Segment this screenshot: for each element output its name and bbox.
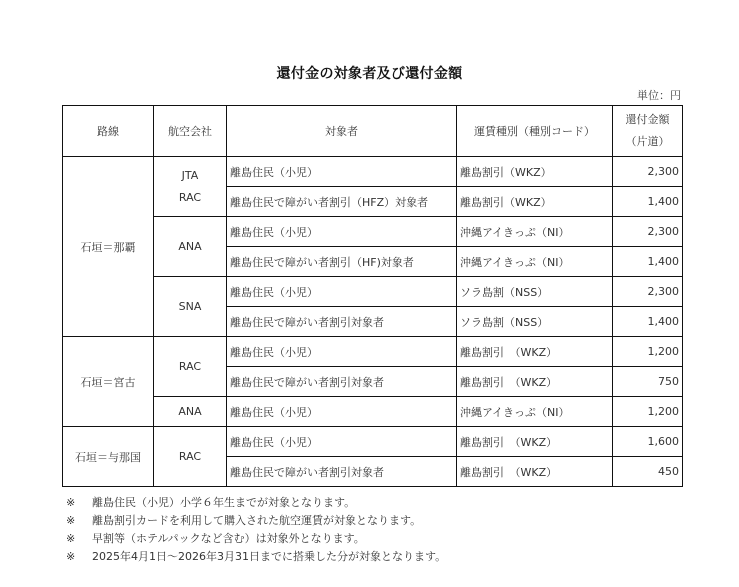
note-item xyxy=(66,512,446,530)
fare-cell: 離島割引 （WKZ） xyxy=(457,337,613,367)
fare-cell: ソラ島割（NSS） xyxy=(457,307,613,337)
route-cell: 石垣＝与那国 xyxy=(63,427,154,487)
target-cell: 離島住民で障がい者割引対象者 xyxy=(227,457,457,487)
target-cell: 離島住民（小児） xyxy=(227,157,457,187)
amount-cell: 1,200 xyxy=(613,397,683,427)
header-route: 路線 xyxy=(63,106,154,157)
note-text: 離島割引カードを利用して購入された航空運賃が対象となります。 xyxy=(92,514,422,527)
airline-name: RAC xyxy=(178,190,202,204)
fare-cell: 離島割引 （WKZ） xyxy=(457,427,613,457)
fare-cell: 離島割引（WKZ） xyxy=(457,157,613,187)
header-refund-amount xyxy=(613,106,683,157)
reference-mark: ※ xyxy=(66,532,76,545)
route-cell: 石垣＝宮古 xyxy=(63,337,154,427)
fare-cell: 離島割引 （WKZ） xyxy=(457,367,613,397)
table-row xyxy=(63,277,683,307)
fare-cell: 離島割引（WKZ） xyxy=(457,187,613,217)
header-airline: 航空会社 xyxy=(154,106,227,157)
table-row xyxy=(63,217,683,247)
amount-cell: 1,400 xyxy=(613,247,683,277)
airline-cell: RAC xyxy=(154,427,227,487)
refund-table xyxy=(62,105,683,487)
table-row xyxy=(63,427,683,457)
amount-cell: 2,300 xyxy=(613,157,683,187)
reference-mark: ※ xyxy=(66,496,76,509)
amount-cell: 1,600 xyxy=(613,427,683,457)
airline-cell: RAC xyxy=(154,337,227,397)
header-refund-amount-line2: （片道） xyxy=(625,135,670,148)
amount-cell: 2,300 xyxy=(613,277,683,307)
header-refund-amount-line1: 還付金額 xyxy=(625,113,670,126)
note-text: 2025年4月1日～2026年3月31日までに搭乗した分が対象となります。 xyxy=(92,550,447,563)
airline-cell: SNA xyxy=(154,277,227,337)
target-cell: 離島住民（小児） xyxy=(227,337,457,367)
note-item xyxy=(66,548,446,566)
airline-cell: ANA xyxy=(154,217,227,277)
unit-label: 単位：円 xyxy=(637,89,681,102)
amount-cell: 1,200 xyxy=(613,337,683,367)
table-row xyxy=(63,337,683,367)
note-text: 離島住民（小児）小学６年生までが対象となります。 xyxy=(92,496,356,509)
note-item xyxy=(66,494,446,512)
target-cell: 離島住民（小児） xyxy=(227,427,457,457)
reference-mark: ※ xyxy=(66,514,76,527)
airline-cell: ANA xyxy=(154,397,227,427)
amount-cell: 2,300 xyxy=(613,217,683,247)
header-row xyxy=(63,106,683,157)
fare-cell: ソラ島割（NSS） xyxy=(457,277,613,307)
reference-mark: ※ xyxy=(66,550,76,563)
route-cell: 石垣＝那覇 xyxy=(63,157,154,337)
note-text: 早割等（ホテルパックなど含む）は対象外となります。 xyxy=(92,532,365,545)
amount-cell: 750 xyxy=(613,367,683,397)
target-cell: 離島住民で障がい者割引（HF)対象者 xyxy=(227,247,457,277)
header-target: 対象者 xyxy=(227,106,457,157)
table-row xyxy=(63,397,683,427)
fare-cell: 離島割引 （WKZ） xyxy=(457,457,613,487)
target-cell: 離島住民で障がい者割引対象者 xyxy=(227,367,457,397)
airline-cell xyxy=(154,157,227,217)
notes-list xyxy=(66,494,446,566)
amount-cell: 450 xyxy=(613,457,683,487)
document-title: 還付金の対象者及び還付金額 xyxy=(276,66,463,82)
target-cell: 離島住民（小児） xyxy=(227,277,457,307)
target-cell: 離島住民で障がい者割引対象者 xyxy=(227,307,457,337)
fare-cell: 沖縄アイきっぷ（NI） xyxy=(457,217,613,247)
fare-cell: 沖縄アイきっぷ（NI） xyxy=(457,247,613,277)
fare-cell: 沖縄アイきっぷ（NI） xyxy=(457,397,613,427)
table-row xyxy=(63,157,683,187)
target-cell: 離島住民で障がい者割引（HFZ）対象者 xyxy=(227,187,457,217)
target-cell: 離島住民（小児） xyxy=(227,217,457,247)
airline-name: JTA xyxy=(181,168,199,182)
amount-cell: 1,400 xyxy=(613,307,683,337)
note-item xyxy=(66,530,446,548)
amount-cell: 1,400 xyxy=(613,187,683,217)
header-fare-type: 運賃種別（種別コード） xyxy=(457,106,613,157)
target-cell: 離島住民（小児） xyxy=(227,397,457,427)
